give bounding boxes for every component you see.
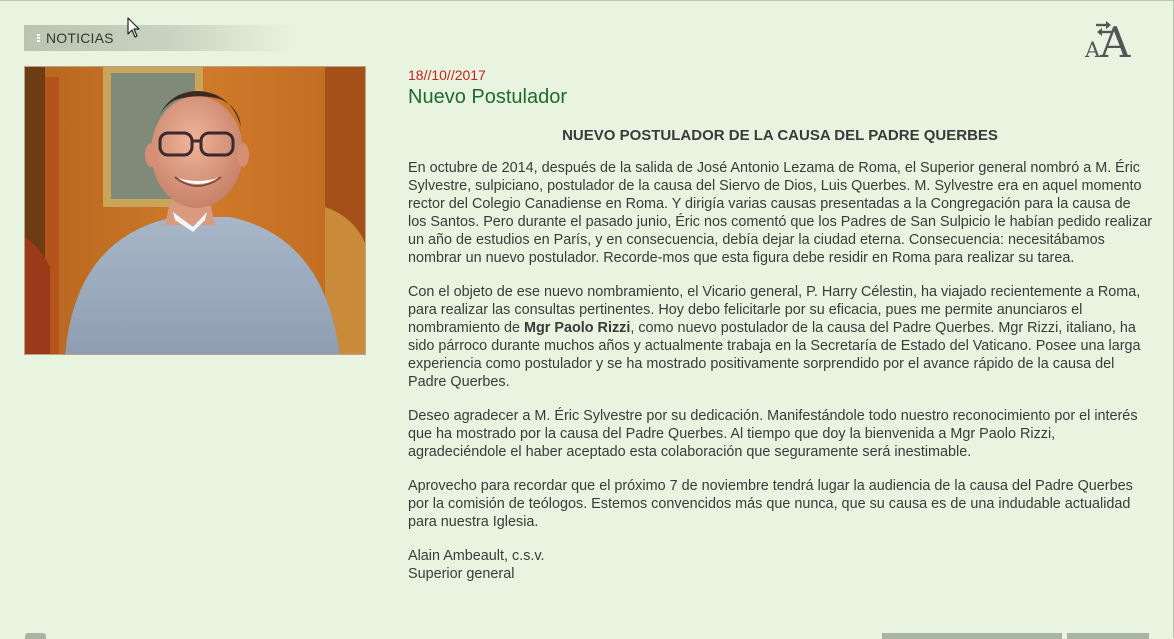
scroll-up-button[interactable] [25,633,46,639]
article [408,66,1152,583]
paragraph-3: Deseo agradecer a M. Éric Sylvestre por su dedicación. Manifestándole todo nuestro reconocimiento por el interés que ha mostrado por la causa del Padre Querbes. Al tiempo que doy la bienvenida a Mgr Paolo Rizzi, agradeciéndole el haber aceptado esta colaboración que seguramente será inestimable. [408,408,1138,460]
font-size-toggle-button[interactable] [1082,18,1148,67]
top-border [0,0,1174,1]
signature-name: Alain Ambeault, c.s.v. [408,548,545,564]
news-photo [24,66,366,355]
bottom-nav-button-1[interactable] [882,633,1062,639]
portrait-image [25,67,366,355]
big-letter-icon: A [1100,18,1131,67]
paragraph-2-end: , como nuevo postulador de la causa del Padre Querbes. Mgr Rizzi, italiano, ha sido párroco durante muchos años y actualmente trabaja en la Secretaría de Estado del Vaticano. Posee una larga experiencia como postulador y se ha mostrado positivamente sorprendido por el avance rápido de la causa del Padre Querbes. [408,320,1141,390]
section-header-noticias[interactable] [24,25,294,51]
highlighted-name: Mgr Paolo Rizzi [524,320,631,336]
paragraph-2-start: Con el objeto de ese nuevo nombramiento, el Vicario general, P. Harry Célestin, ha viajado recientemente a Roma, para realizar las consultas pertinentes. Hoy debo felicitarle por su eficacia, pues me permite anunciaros el nombramiento de [408,284,1141,336]
paragraph-1: En octubre de 2014, después de la salida de José Antonio Lezama de Roma, el Superior general nombró a M. Éric Sylvestre, sulpiciano, postulador de la causa del Siervo de Dios, Luis Querbes. M. Sylvestre era en aquel momento rector del Colegio Canadiense en Roma. Y dirigía varias causas presentadas a la Congregación para la causa de los Santos. Pero durante el pasado junio, Éric nos comentó que los Padres de San Sulpicio le habían pedido realizar un año de estudios en París, y en consecuencia, debía dejar la ciudad eterna. Consecuencia: necesitábamos nombrar un nuevo postulador. Recorde-mos que esta figura debe residir en Roma para realizar su tarea. [408,160,1152,266]
mouse-cursor-icon [127,17,141,39]
article-subtitle: NUEVO POSTULADOR DE LA CAUSA DEL PADRE QUERBES [562,127,998,144]
article-body [408,159,1152,583]
bottom-nav-button-2[interactable] [1067,633,1149,639]
bullet-icon [34,34,42,42]
signature-role: Superior general [408,566,515,582]
paragraph-2 [408,283,1152,391]
small-letter-icon: A [1085,38,1101,62]
section-label: NOTICIAS [46,30,114,46]
paragraph-4: Aprovecho para recordar que el próximo 7 de noviembre tendrá lugar la audiencia de la causa del Padre Querbes por la comisión de teólogos. Estemos convencidos más que nunca, que su causa es de una indudable actualidad para nuestra Iglesia. [408,478,1133,530]
article-title: Nuevo Postulador [408,86,567,108]
article-date: 18//10//2017 [408,67,486,83]
